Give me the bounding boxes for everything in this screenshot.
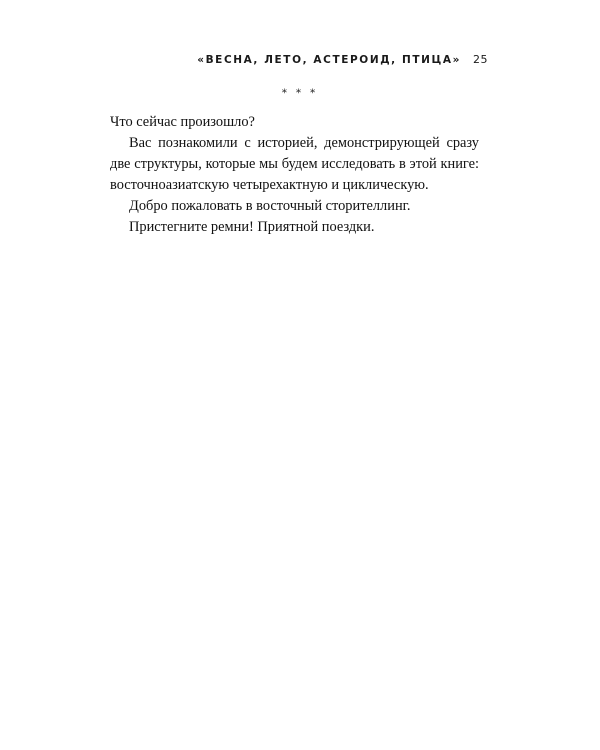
paragraph: Вас познакомили с историей, демонстрирующей сразу две структуры, которые мы будем исследовать в этой книге: восточноазиатскую четырехактную и циклическую. [110, 135, 479, 193]
paragraph: Пристегните ремни! Приятной поездки. [129, 219, 375, 235]
page-number: 25 [473, 53, 488, 66]
section-separator: * * * [281, 88, 319, 99]
running-title: «ВЕСНА, ЛЕТО, АСТЕРОИД, ПТИЦА» [197, 54, 461, 66]
paragraph: Добро пожаловать в восточный сторителлинг. [129, 198, 411, 214]
running-head [197, 53, 488, 66]
body-text [110, 112, 479, 238]
paragraph: Что сейчас произошло? [110, 114, 255, 130]
